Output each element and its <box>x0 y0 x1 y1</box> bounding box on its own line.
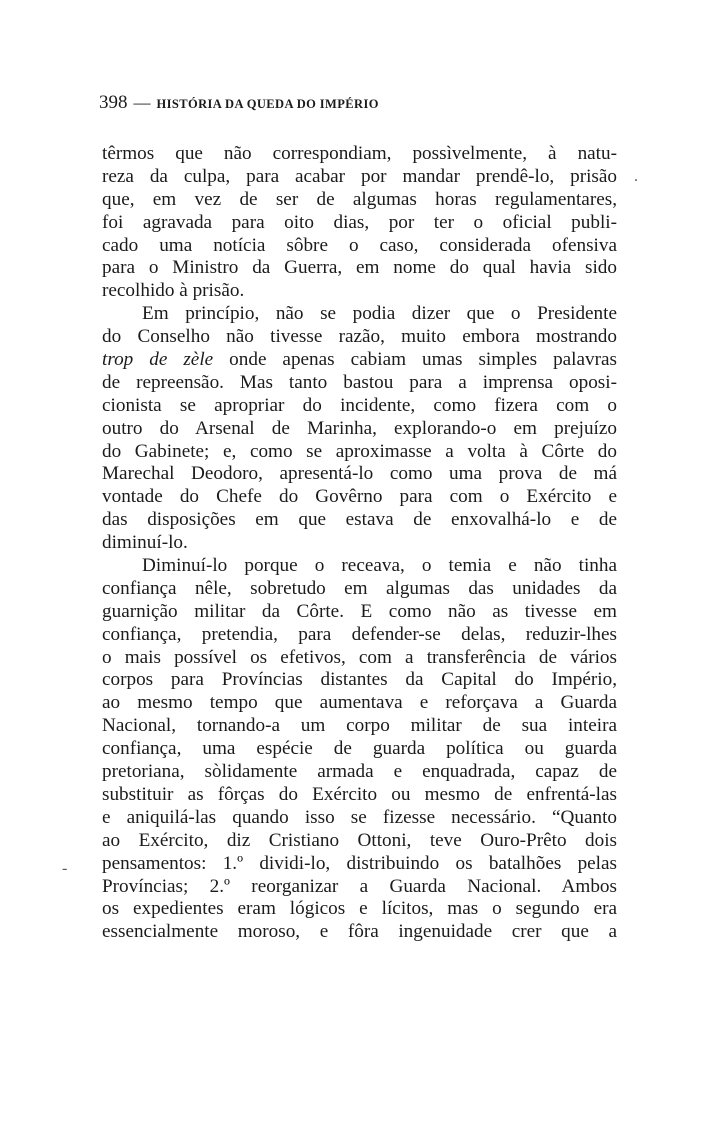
margin-dash-mark: - <box>62 860 68 877</box>
text-line: ao Exército, diz Cristiano Ottoni, teve Ouro-Prêto dois <box>102 829 617 851</box>
running-title: HISTÓRIA DA QUEDA DO IMPÉRIO <box>156 97 379 111</box>
text-line: das disposições em que estava de enxovalhá-lo e de <box>102 509 617 531</box>
text-line: guarnição militar da Côrte. E como não as tivesse em <box>102 600 617 622</box>
running-head <box>99 93 379 114</box>
text-line: confiança, uma espécie de guarda política ou guarda <box>102 738 617 760</box>
paragraph-2 <box>102 303 617 555</box>
text-line: do Conselho não tivesse razão, muito embora mostrando <box>102 326 617 348</box>
text-line: substituir as fôrças do Exército ou mesmo de enfrentá-las <box>102 783 617 805</box>
text-line: ao mesmo tempo que aumentava e reforçava a Guarda <box>102 692 617 714</box>
text-line: os expedientes eram lógicos e lícitos, mas o segundo era <box>102 898 617 920</box>
text-line: reza da culpa, para acabar por mandar prendê-lo, prisão <box>102 165 617 187</box>
text-line: Em princípio, não se podia dizer que o Presidente <box>142 303 617 325</box>
text-line: e aniquilá-las quando isso se fizesse necessário. “Quanto <box>102 806 617 828</box>
margin-dot-mark: . <box>634 168 638 185</box>
text-line: diminuí-lo. <box>102 532 188 554</box>
text-line: Províncias; 2.º reorganizar a Guarda Nacional. Ambos <box>102 875 617 897</box>
text-line: corpos para Províncias distantes da Capital do Império, <box>102 669 617 691</box>
text-line: pretoriana, sòlidamente armada e enquadrada, capaz de <box>102 761 617 783</box>
text-line: para o Ministro da Guerra, em nome do qual havia sido <box>102 257 617 279</box>
body-text <box>102 143 617 944</box>
text-line: recolhido à prisão. <box>102 280 245 302</box>
text-line: confiança, pretendia, para defender-se delas, reduzir-lhes <box>102 623 617 645</box>
paragraph-1 <box>102 143 617 303</box>
text-line: o mais possível os efetivos, com a transferência de vários <box>102 646 617 668</box>
text-line: do Gabinete; e, como se aproximasse a volta à Côrte do <box>102 440 617 462</box>
text-line: Nacional, tornando-a um corpo militar de sua inteira <box>102 715 617 737</box>
text-line: Diminuí-lo porque o receava, o temia e não tinha <box>142 555 617 577</box>
text-line: Marechal Deodoro, apresentá-lo como uma prova de má <box>102 463 617 485</box>
header-separator: — <box>133 93 151 112</box>
text-line: cado uma notícia sôbre o caso, considerada ofensiva <box>102 234 617 256</box>
text-line: essencialmente moroso, e fôra ingenuidade crer que a <box>102 921 617 943</box>
text-line: confiança nêle, sobretudo em algumas das unidades da <box>102 577 617 599</box>
text-line: foi agravada para oito dias, por ter o oficial publi- <box>102 211 617 233</box>
text-line: têrmos que não correspondiam, possìvelmente, à natu- <box>102 143 617 164</box>
text-line: outro do Arsenal de Marinha, explorando-o em prejuízo <box>102 417 617 439</box>
text-line: cionista se apropriar do incidente, como fizera com o <box>102 394 617 416</box>
text-line-rest: onde apenas cabiam umas simples palavras <box>229 349 617 371</box>
text-line-with-italic <box>102 349 617 372</box>
paragraph-3 <box>102 555 617 944</box>
text-line: que, em vez de ser de algumas horas regulamentares, <box>102 188 617 210</box>
page-number: 398 <box>99 92 128 113</box>
text-line: pensamentos: 1.º dividi-lo, distribuindo os batalhões pelas <box>102 852 617 874</box>
text-line: vontade do Chefe do Govêrno para com o Exército e <box>102 486 617 508</box>
text-line: de repreensão. Mas tanto bastou para a imprensa oposi- <box>102 371 617 393</box>
italic-phrase: trop de zèle <box>102 349 214 371</box>
